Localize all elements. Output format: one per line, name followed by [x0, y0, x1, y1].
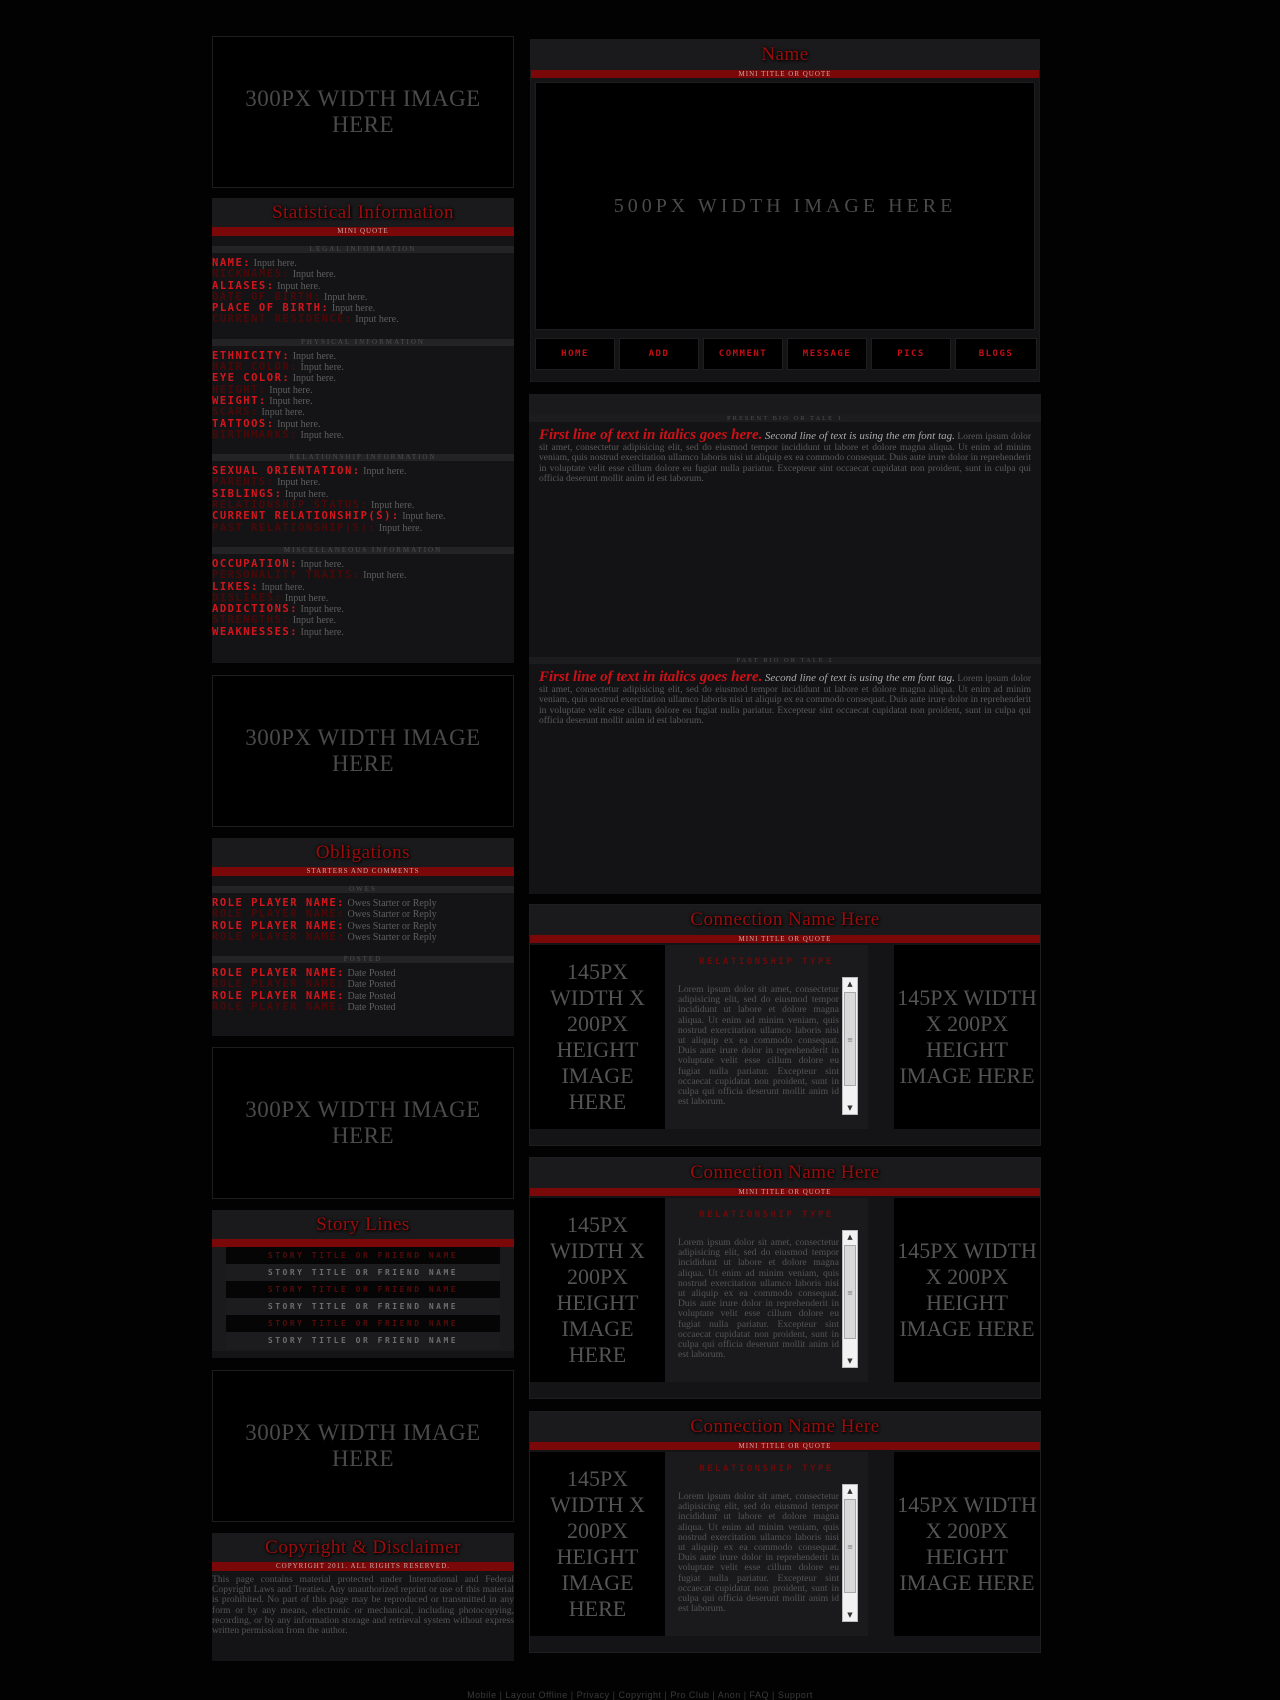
- scroll-down-arrow-icon[interactable]: ▼: [847, 1611, 853, 1619]
- stat-row: [212, 991, 514, 1002]
- copyright-panel: [212, 1533, 514, 1661]
- stat-row: [212, 396, 514, 407]
- image-placeholder-text: 300PX WIDTH IMAGE HERE: [245, 86, 481, 137]
- stat-row: [212, 1002, 514, 1013]
- stat-value: Input here.: [363, 466, 407, 478]
- stat-value: Input here.: [300, 626, 344, 638]
- section-heading: LEGAL INFORMATION: [212, 246, 514, 253]
- stat-label: ROLE PLAYER NAME:: [212, 1002, 345, 1014]
- stat-value: Input here.: [300, 558, 344, 570]
- stat-value: Owes Starter or Reply: [347, 931, 437, 943]
- image-placeholder-4: [212, 1370, 514, 1522]
- section-heading: RELATIONSHIP INFORMATION: [212, 454, 514, 461]
- stat-value: Date Posted: [347, 979, 396, 991]
- stats-subtitle: MINI QUOTE: [212, 227, 514, 236]
- scroll-thumb[interactable]: ≡: [844, 1245, 856, 1339]
- stat-row: [212, 419, 514, 430]
- scroll-up-arrow-icon[interactable]: ▲: [847, 1487, 853, 1495]
- statistical-info-panel: [212, 198, 514, 663]
- nav-add-button[interactable]: ADD: [619, 338, 699, 370]
- connection-body: [530, 945, 1040, 1145]
- bio-heading: PRESENT BIO OR TALE 1: [529, 415, 1041, 422]
- connection-panel: [529, 1157, 1041, 1399]
- connection-subtitle: MINI TITLE OR QUOTE: [530, 1442, 1040, 1450]
- stat-label: ROLE PLAYER NAME:: [212, 931, 345, 943]
- bio-second-line: Second line of text is using the em font tag.: [764, 430, 955, 442]
- stat-row: [212, 627, 514, 638]
- stat-label: TATTOOS:: [212, 418, 275, 430]
- main-image-placeholder: [535, 82, 1035, 330]
- story-lines-bar: [212, 1239, 514, 1247]
- connection-image-text: 145PX WIDTH X 200PX HEIGHT IMAGE HERE: [550, 959, 645, 1114]
- nav-blogs-button[interactable]: BLOGS: [955, 338, 1037, 370]
- copyright-text: This page contains material protected under International and Federal Copyright Laws and Treaties. Any unauthorized reprint or use of this material is prohibited. No part of this page may be reproduced or transmitted in any form or by any means, electronic or mechanical, including photocopying, recording, or by any information storage and retrieval system without express written permission from the author.: [212, 1574, 514, 1637]
- stat-value: Input here.: [324, 291, 368, 303]
- connection-image-left: [530, 945, 665, 1129]
- stat-list: [212, 253, 514, 329]
- stat-row: [212, 570, 514, 581]
- stat-value: Input here.: [277, 418, 321, 430]
- stat-label: DISLIKES:: [212, 592, 283, 604]
- bio-panel: [529, 394, 1041, 894]
- connection-middle: [665, 1198, 868, 1382]
- connection-text: Lorem ipsum dolor sit amet, consectetur adipisicing elit, sed do eiusmod tempor incididunt ut labore et dolore magna aliqua. Ut enim ad minim veniam, quis nostrud exercitation ullamco laboris nisi ut aliquip ex ea commodo consequat. Duis aute irure dolor in reprehenderit in voluptate velit esse cillum dolore eu fugiat nulla pariatur. Excepteur sint occaecat cupidatat non proident, sunt in culpa qui officia deserunt mollit anim id est laborum.: [678, 1492, 839, 1615]
- section-heading: OWES: [212, 886, 514, 893]
- scroll-thumb[interactable]: ≡: [844, 1499, 856, 1593]
- connection-image-right: [894, 945, 1040, 1129]
- stat-row: [212, 582, 514, 593]
- stat-row: [212, 968, 514, 979]
- stat-value: Input here.: [261, 407, 305, 419]
- copyright-subtitle: COPYRIGHT 2011. ALL RIGHTS RESERVED.: [212, 1562, 514, 1571]
- stat-label: CURRENT RESIDENCE:: [212, 314, 353, 326]
- section-heading: PHYSICAL INFORMATION: [212, 339, 514, 346]
- stat-label: SIBLINGS:: [212, 488, 283, 500]
- stats-title: Statistical Information: [212, 198, 514, 227]
- stat-value: Input here.: [284, 592, 329, 604]
- stat-value: Input here.: [300, 429, 344, 441]
- stat-label: PLACE OF BIRTH:: [212, 303, 330, 315]
- connection-middle: [665, 1452, 868, 1636]
- stat-value: Input here.: [292, 350, 337, 362]
- stat-value: Input here.: [378, 522, 423, 534]
- stat-row: [212, 898, 514, 909]
- profile-subtitle: MINI TITLE OR QUOTE: [531, 70, 1039, 78]
- stat-value: Input here.: [300, 604, 344, 616]
- stat-row: [212, 489, 514, 500]
- stat-label: DATE OF BIRTH:: [212, 291, 322, 303]
- story-link[interactable]: STORY TITLE OR FRIEND NAME: [226, 1298, 500, 1315]
- stat-label: ETHNICITY:: [212, 350, 291, 362]
- connection-image-right: [894, 1452, 1040, 1636]
- stat-value: Input here.: [292, 615, 337, 627]
- stat-value: Input here.: [269, 384, 313, 396]
- connection-image-text: 145PX WIDTH X 200PX HEIGHT IMAGE HERE: [897, 1492, 1037, 1595]
- stat-row: [212, 430, 514, 441]
- relationship-type: RELATIONSHIP TYPE: [699, 1210, 834, 1220]
- obligations-panel: [212, 838, 514, 1036]
- stat-value: Date Posted: [347, 1002, 396, 1014]
- connection-image-text: 145PX WIDTH X 200PX HEIGHT IMAGE HERE: [897, 1238, 1037, 1341]
- stat-row: [212, 615, 514, 626]
- stat-value: Input here.: [402, 511, 446, 523]
- bio-top-strip: [529, 394, 1041, 415]
- stat-label: ROLE PLAYER NAME:: [212, 898, 345, 909]
- stat-row: [212, 373, 514, 384]
- stat-label: HEIGHT:: [212, 384, 267, 396]
- stat-list: [212, 893, 514, 946]
- bio-first-line: First line of text in italics goes here.: [539, 427, 763, 443]
- scroll-up-arrow-icon[interactable]: ▲: [847, 1233, 853, 1241]
- story-list: [212, 1247, 514, 1351]
- stat-list: [212, 963, 514, 1016]
- stat-value: Input here.: [300, 362, 344, 374]
- stat-label: ROLE PLAYER NAME:: [212, 990, 345, 1002]
- connection-image-left: [530, 1198, 665, 1382]
- connection-image-right: [894, 1198, 1040, 1382]
- stat-label: SCARS:: [212, 407, 259, 419]
- image-placeholder-text: 300PX WIDTH IMAGE HERE: [245, 1097, 481, 1148]
- stat-row: [212, 559, 514, 570]
- image-placeholder-2: [212, 675, 514, 827]
- stat-label: ALIASES:: [212, 280, 275, 292]
- connection-middle: [665, 945, 868, 1129]
- connection-image-text: 145PX WIDTH X 200PX HEIGHT IMAGE HERE: [897, 985, 1037, 1088]
- section-heading: POSTED: [212, 956, 514, 963]
- connection-scrollbar[interactable]: [842, 1230, 858, 1368]
- story-lines-title: Story Lines: [212, 1210, 514, 1239]
- stat-label: STRENGTHS:: [212, 615, 291, 627]
- stat-value: Owes Starter or Reply: [347, 898, 437, 909]
- stat-row: [212, 258, 514, 269]
- stat-value: Input here.: [363, 570, 407, 582]
- profile-header-panel: [530, 39, 1040, 382]
- stat-list: [212, 554, 514, 641]
- nav-comment-button[interactable]: COMMENT: [703, 338, 783, 370]
- section-heading: MISCELLANEOUS INFORMATION: [212, 547, 514, 554]
- obligations-subtitle: STARTERS AND COMMENTS: [212, 867, 514, 876]
- stat-row: [212, 511, 514, 522]
- main-image-placeholder-text: 500PX WIDTH IMAGE HERE: [613, 194, 957, 217]
- stat-value: Input here.: [292, 269, 337, 281]
- stat-value: Input here.: [261, 581, 305, 593]
- stat-value: Input here.: [277, 280, 321, 292]
- stat-label: ROLE PLAYER NAME:: [212, 979, 345, 991]
- stat-value: Input here.: [253, 258, 297, 269]
- stat-value: Input here.: [370, 500, 415, 512]
- nav-bar: [535, 338, 1037, 370]
- story-lines-panel: [212, 1210, 514, 1358]
- stat-label: WEAKNESSES:: [212, 626, 299, 638]
- profile-name: Name: [531, 40, 1039, 70]
- stat-value: Owes Starter or Reply: [347, 920, 437, 932]
- stat-label: ROLE PLAYER NAME:: [212, 968, 345, 980]
- obligations-title: Obligations: [212, 838, 514, 867]
- stat-label: ADDICTIONS:: [212, 604, 299, 616]
- copyright-title: Copyright & Disclaimer: [212, 1533, 514, 1562]
- bio-body: Lorem ipsum dolor sit amet, consectetur adipisicing elit, sed do eiusmod tempor incididunt ut labore et dolore magna aliqua. Ut enim ad minim veniam, quis nostrud exercitation ullamco laboris nisi ut aliquip ex ea commodo consequat. Duis aute irure dolor in reprehenderit in voluptate velit esse cillum dolore eu fugiat nulla pariatur. Excepteur sint occaecat cupidatat non proident, sunt in culpa qui officia deserunt mollit anim id est laborum.: [539, 432, 1031, 484]
- stat-row: [212, 979, 514, 990]
- stat-row: [212, 466, 514, 477]
- stat-row: [212, 477, 514, 488]
- obligations-body: [212, 886, 514, 1016]
- connection-scrollbar[interactable]: [842, 977, 858, 1115]
- stat-row: [212, 281, 514, 292]
- connection-image-text: 145PX WIDTH X 200PX HEIGHT IMAGE HERE: [550, 1466, 645, 1621]
- stat-label: ROLE PLAYER NAME:: [212, 920, 345, 932]
- scroll-down-arrow-icon[interactable]: ▼: [847, 1104, 853, 1112]
- stat-value: Input here.: [292, 373, 337, 385]
- stat-row: [212, 500, 514, 511]
- stat-label: NAME:: [212, 258, 252, 269]
- bio-body: Lorem ipsum dolor sit amet, consectetur adipisicing elit, sed do eiusmod tempor incididunt ut labore et dolore magna aliqua. Ut enim ad minim veniam, quis nostrud exercitation ullamco laboris nisi ut aliquip ex ea commodo consequat. Duis aute irure dolor in reprehenderit in voluptate velit esse cillum dolore eu fugiat nulla pariatur. Excepteur sint occaecat cupidatat non proident, sunt in culpa qui officia deserunt mollit anim id est laborum.: [539, 674, 1031, 726]
- bio-second-line: Second line of text is using the em font tag.: [764, 672, 955, 684]
- stat-value: Date Posted: [347, 968, 396, 980]
- stat-list: [212, 461, 514, 537]
- nav-message-button[interactable]: MESSAGE: [787, 338, 867, 370]
- stat-value: Input here.: [331, 303, 376, 315]
- connection-subtitle: MINI TITLE OR QUOTE: [530, 935, 1040, 943]
- nav-home-button[interactable]: HOME: [535, 338, 615, 370]
- image-placeholder-text: 300PX WIDTH IMAGE HERE: [245, 725, 481, 776]
- connection-scrollbar[interactable]: [842, 1484, 858, 1622]
- stat-label: NICKNAMES:: [212, 269, 291, 281]
- stat-label: CURRENT RELATIONSHIP(S):: [212, 511, 400, 523]
- scroll-down-arrow-icon[interactable]: ▼: [847, 1357, 853, 1365]
- stat-row: [212, 407, 514, 418]
- stat-label: ROLE PLAYER NAME:: [212, 909, 345, 921]
- stat-row: [212, 593, 514, 604]
- stat-row: [212, 932, 514, 943]
- story-link[interactable]: STORY TITLE OR FRIEND NAME: [226, 1247, 500, 1264]
- stat-label: LIKES:: [212, 581, 259, 593]
- scroll-thumb[interactable]: ≡: [844, 992, 856, 1086]
- connection-name: Connection Name Here: [530, 1412, 1040, 1442]
- stat-row: [212, 523, 514, 534]
- connection-image-left: [530, 1452, 665, 1636]
- stat-label: SEXUAL ORIENTATION:: [212, 466, 361, 478]
- image-placeholder-3: [212, 1047, 514, 1199]
- connection-body: [530, 1452, 1040, 1652]
- image-placeholder-1: [212, 36, 514, 188]
- stat-row: [212, 292, 514, 303]
- image-placeholder-text: 300PX WIDTH IMAGE HERE: [245, 1420, 481, 1471]
- connection-name: Connection Name Here: [530, 1158, 1040, 1188]
- connection-text: Lorem ipsum dolor sit amet, consectetur adipisicing elit, sed do eiusmod tempor incididunt ut labore et dolore magna aliqua. Ut enim ad minim veniam, quis nostrud exercitation ullamco laboris nisi ut aliquip ex ea commodo consequat. Duis aute irure dolor in reprehenderit in voluptate velit esse cillum dolore eu fugiat nulla pariatur. Excepteur sint occaecat cupidatat non proident, sunt in culpa qui officia deserunt mollit anim id est laborum.: [678, 1238, 839, 1361]
- stat-value: Input here.: [284, 488, 329, 500]
- stat-label: PERSONALITY TRAITS:: [212, 570, 361, 582]
- stat-row: [212, 362, 514, 373]
- stat-row: [212, 314, 514, 325]
- footer-links[interactable]: Mobile | Layout Offline | Privacy | Copyright | Pro Club | Anon | FAQ | Support: [467, 1690, 813, 1700]
- stat-row: [212, 351, 514, 362]
- stat-value: Input here.: [355, 314, 399, 326]
- stat-row: [212, 303, 514, 314]
- stat-label: PAST RELATIONSHIP(S):: [212, 522, 377, 534]
- stat-label: HAIR COLOR:: [212, 362, 299, 374]
- story-link[interactable]: STORY TITLE OR FRIEND NAME: [226, 1281, 500, 1298]
- story-link[interactable]: STORY TITLE OR FRIEND NAME: [226, 1315, 500, 1332]
- stat-row: [212, 604, 514, 615]
- stat-label: WEIGHT:: [212, 395, 267, 407]
- stat-row: [212, 385, 514, 396]
- bio-text: [529, 664, 1041, 727]
- stats-body: [212, 246, 514, 641]
- story-link[interactable]: STORY TITLE OR FRIEND NAME: [226, 1332, 500, 1349]
- stat-value: Input here.: [269, 395, 313, 407]
- connection-panel: [529, 1411, 1041, 1653]
- stat-label: EYE COLOR:: [212, 373, 291, 385]
- bio-heading: PAST BIO OR TALE 2: [529, 657, 1041, 664]
- connection-subtitle: MINI TITLE OR QUOTE: [530, 1188, 1040, 1196]
- connection-image-text: 145PX WIDTH X 200PX HEIGHT IMAGE HERE: [550, 1212, 645, 1367]
- scroll-up-arrow-icon[interactable]: ▲: [847, 980, 853, 988]
- connection-body: [530, 1198, 1040, 1398]
- connection-text: Lorem ipsum dolor sit amet, consectetur adipisicing elit, sed do eiusmod tempor incididunt ut labore et dolore magna aliqua. Ut enim ad minim veniam, quis nostrud exercitation ullamco laboris nisi ut aliquip ex ea commodo consequat. Duis aute irure dolor in reprehenderit in voluptate velit esse cillum dolore eu fugiat nulla pariatur. Excepteur sint occaecat cupidatat non proident, sunt in culpa qui officia deserunt mollit anim id est laborum.: [678, 985, 839, 1108]
- stat-label: OCCUPATION:: [212, 558, 299, 570]
- stat-row: [212, 269, 514, 280]
- connection-panel: [529, 904, 1041, 1146]
- nav-pics-button[interactable]: PICS: [871, 338, 951, 370]
- stat-label: RELATIONSHIP STATUS:: [212, 500, 369, 512]
- connection-name: Connection Name Here: [530, 905, 1040, 935]
- stat-label: PARENTS:: [212, 477, 275, 489]
- stat-value: Date Posted: [347, 990, 396, 1002]
- stat-value: Owes Starter or Reply: [347, 909, 437, 921]
- bio-text: [529, 422, 1041, 657]
- stat-list: [212, 346, 514, 444]
- relationship-type: RELATIONSHIP TYPE: [699, 957, 834, 967]
- stat-label: BIRTHMARKS:: [212, 429, 299, 441]
- stat-row: [212, 909, 514, 920]
- bio-first-line: First line of text in italics goes here.: [539, 669, 763, 685]
- stat-row: [212, 921, 514, 932]
- stat-value: Input here.: [277, 477, 321, 489]
- story-link[interactable]: STORY TITLE OR FRIEND NAME: [226, 1264, 500, 1281]
- relationship-type: RELATIONSHIP TYPE: [699, 1464, 834, 1474]
